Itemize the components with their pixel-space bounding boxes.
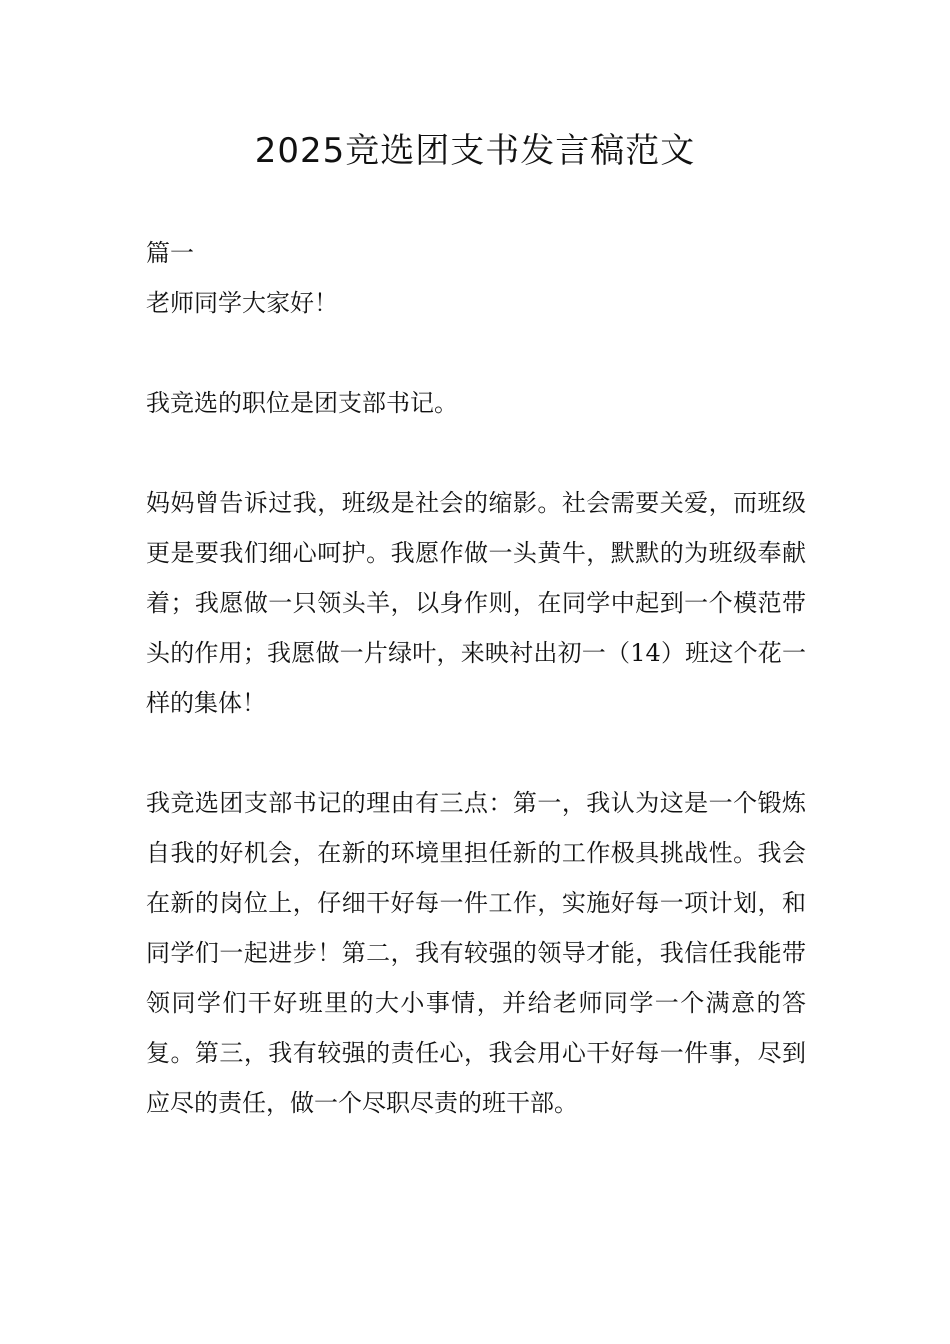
document-body xyxy=(146,228,806,1128)
greeting: 老师同学大家好！ xyxy=(146,289,338,317)
section-label: 篇一 xyxy=(146,239,194,267)
paragraph-reasons: 我竞选团支部书记的理由有三点：第一，我认为这是一个锻炼自我的好机会，在新的环境里担任新的工作极具挑战性。我会在新的岗位上，仔细干好每一件工作，实施好每一项计划，和同学们一起进步！第二，我有较强的领导才能，我信任我能带领同学们干好班里的大小事情，并给老师同学一个满意的答复。第三，我有较强的责任心，我会用心干好每一件事，尽到应尽的责任，做一个尽职尽责的班干部。 xyxy=(146,789,806,1117)
paragraph-class-metaphor: 妈妈曾告诉过我，班级是社会的缩影。社会需要关爱，而班级更是要我们细心呵护。我愿作做一头黄牛，默默的为班级奉献着；我愿做一只领头羊，以身作则，在同学中起到一个模范带头的作用；我愿做一片绿叶，来映衬出初一（14）班这个花一样的集体！ xyxy=(146,489,806,717)
paragraph-position: 我竞选的职位是团支部书记。 xyxy=(146,389,458,417)
document-title: 2025竞选团支书发言稿范文 xyxy=(254,131,696,171)
